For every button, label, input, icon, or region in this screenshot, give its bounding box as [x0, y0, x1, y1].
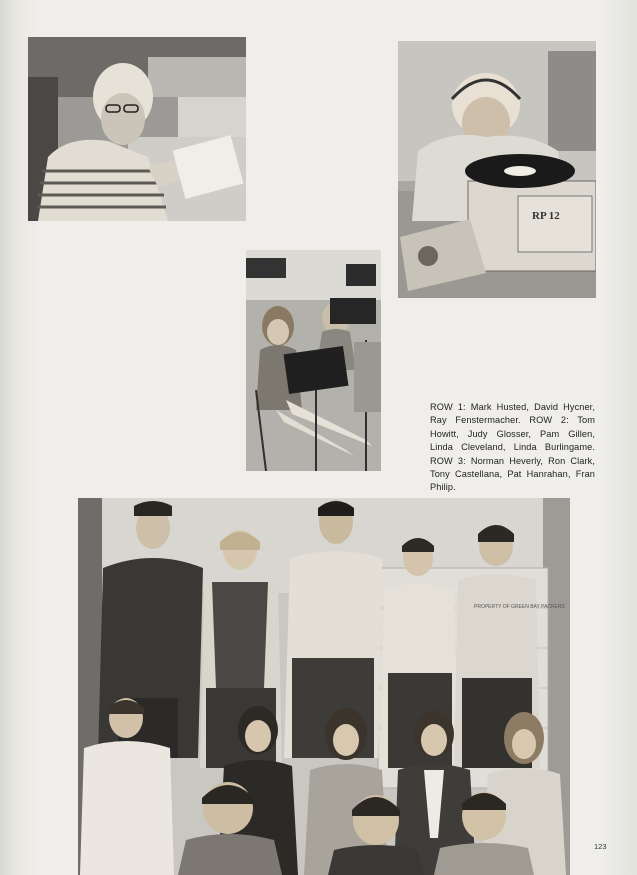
photo-student-studying — [28, 37, 246, 221]
photo-student-record-player — [398, 41, 596, 298]
photo-group-portrait — [78, 498, 570, 875]
record-player-label: RP 12 — [532, 210, 560, 222]
group-photo-caption: ROW 1: Mark Husted, David Hycner, Ray Fenstermacher. ROW 2: Tom Howitt, Judy Glosser, Pam Gillen, Linda Cleveland, Linda Burlingame. ROW 3: Norman Heverly, Ron Clark, Tony Castellana, Pat Hanrahan, Fran Philip. — [430, 402, 595, 493]
shirt-print: PROPERTY OF GREEN BAY PACKERS — [474, 604, 565, 610]
photo-band-practice — [246, 250, 381, 471]
page-number: 123 — [594, 842, 607, 851]
